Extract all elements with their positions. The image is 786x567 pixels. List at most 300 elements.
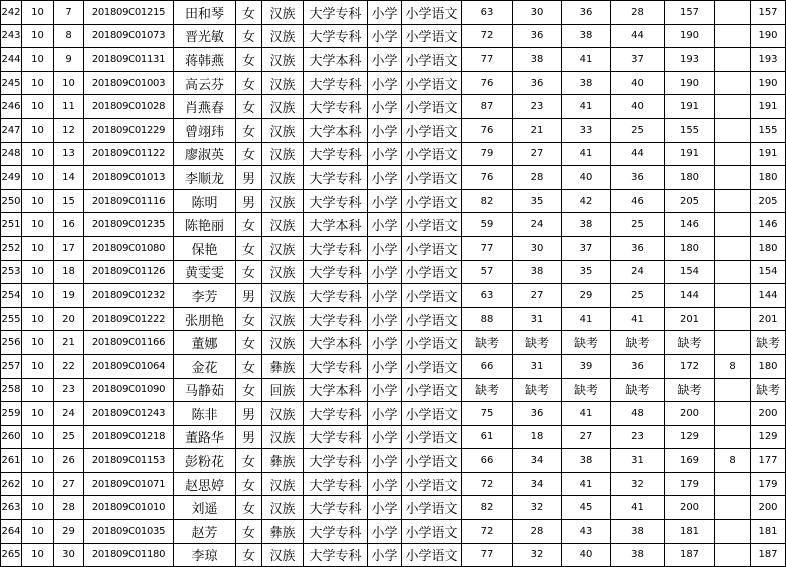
score-1-cell: 66 [462, 449, 513, 473]
school-level-cell: 小学 [368, 402, 402, 426]
room-cell: 10 [22, 307, 54, 331]
subject-cell: 小学语文 [402, 95, 462, 119]
seat-cell: 13 [54, 142, 84, 166]
table-row [1, 118, 786, 142]
subtotal-cell: 190 [665, 24, 715, 48]
ethnicity-cell: 汉族 [262, 543, 304, 567]
score-2-cell: 27 [513, 284, 562, 308]
score-2-cell: 30 [513, 236, 562, 260]
seat-cell: 24 [54, 402, 84, 426]
subtotal-cell: 200 [665, 496, 715, 520]
subtotal-cell: 129 [665, 425, 715, 449]
ethnicity-cell: 汉族 [262, 166, 304, 190]
bonus-points-cell [715, 402, 751, 426]
row-number-cell: 259 [1, 402, 22, 426]
score-2-cell: 31 [513, 307, 562, 331]
education-cell: 大学专科 [304, 1, 368, 25]
subject-cell: 小学语文 [402, 520, 462, 544]
score-4-cell: 44 [611, 24, 665, 48]
total-cell: 179 [751, 472, 786, 496]
gender-cell: 女 [236, 71, 262, 95]
score-1-cell: 72 [462, 24, 513, 48]
row-number-cell: 254 [1, 284, 22, 308]
room-cell: 10 [22, 213, 54, 237]
row-number-cell: 258 [1, 378, 22, 402]
score-3-cell: 41 [562, 48, 611, 72]
school-level-cell: 小学 [368, 520, 402, 544]
education-cell: 大学专科 [304, 472, 368, 496]
exam-id-cell: 201809C01003 [84, 71, 174, 95]
bonus-points-cell [715, 24, 751, 48]
score-3-cell: 29 [562, 284, 611, 308]
subject-cell: 小学语文 [402, 543, 462, 567]
gender-cell: 女 [236, 260, 262, 284]
table-row [1, 378, 786, 402]
table-row [1, 189, 786, 213]
subtotal-cell: 146 [665, 213, 715, 237]
row-number-cell: 252 [1, 236, 22, 260]
total-cell: 144 [751, 284, 786, 308]
seat-cell: 10 [54, 71, 84, 95]
score-4-cell: 36 [611, 354, 665, 378]
subject-cell: 小学语文 [402, 166, 462, 190]
subtotal-cell: 179 [665, 472, 715, 496]
row-number-cell: 253 [1, 260, 22, 284]
gender-cell: 女 [236, 543, 262, 567]
name-cell: 张朋艳 [174, 307, 236, 331]
room-cell: 10 [22, 425, 54, 449]
score-3-cell: 缺考 [562, 378, 611, 402]
subtotal-cell: 169 [665, 449, 715, 473]
name-cell: 曾翊玮 [174, 118, 236, 142]
score-4-cell: 25 [611, 118, 665, 142]
ethnicity-cell: 汉族 [262, 260, 304, 284]
score-4-cell: 40 [611, 95, 665, 119]
row-number-cell: 257 [1, 354, 22, 378]
score-3-cell: 38 [562, 213, 611, 237]
score-2-cell: 35 [513, 189, 562, 213]
total-cell: 187 [751, 543, 786, 567]
score-1-cell: 缺考 [462, 378, 513, 402]
gender-cell: 女 [236, 520, 262, 544]
score-2-cell: 缺考 [513, 378, 562, 402]
total-cell: 180 [751, 236, 786, 260]
education-cell: 大学专科 [304, 284, 368, 308]
total-cell: 193 [751, 48, 786, 72]
education-cell: 大学本科 [304, 213, 368, 237]
school-level-cell: 小学 [368, 118, 402, 142]
subtotal-cell: 172 [665, 354, 715, 378]
room-cell: 10 [22, 520, 54, 544]
school-level-cell: 小学 [368, 166, 402, 190]
education-cell: 大学专科 [304, 543, 368, 567]
ethnicity-cell: 汉族 [262, 189, 304, 213]
row-number-cell: 264 [1, 520, 22, 544]
seat-cell: 7 [54, 1, 84, 25]
education-cell: 大学专科 [304, 71, 368, 95]
subtotal-cell: 187 [665, 543, 715, 567]
subject-cell: 小学语文 [402, 425, 462, 449]
education-cell: 大学专科 [304, 425, 368, 449]
total-cell: 155 [751, 118, 786, 142]
ethnicity-cell: 汉族 [262, 307, 304, 331]
name-cell: 李顺龙 [174, 166, 236, 190]
subject-cell: 小学语文 [402, 213, 462, 237]
school-level-cell: 小学 [368, 48, 402, 72]
school-level-cell: 小学 [368, 354, 402, 378]
table-row [1, 354, 786, 378]
room-cell: 10 [22, 449, 54, 473]
gender-cell: 女 [236, 307, 262, 331]
bonus-points-cell [715, 425, 751, 449]
education-cell: 大学专科 [304, 520, 368, 544]
seat-cell: 21 [54, 331, 84, 355]
subject-cell: 小学语文 [402, 24, 462, 48]
exam-id-cell: 201809C01064 [84, 354, 174, 378]
room-cell: 10 [22, 236, 54, 260]
score-2-cell: 36 [513, 71, 562, 95]
row-number-cell: 245 [1, 71, 22, 95]
exam-id-cell: 201809C01229 [84, 118, 174, 142]
exam-id-cell: 201809C01131 [84, 48, 174, 72]
score-1-cell: 77 [462, 236, 513, 260]
subject-cell: 小学语文 [402, 354, 462, 378]
row-number-cell: 246 [1, 95, 22, 119]
table-row [1, 213, 786, 237]
subject-cell: 小学语文 [402, 48, 462, 72]
score-2-cell: 30 [513, 1, 562, 25]
bonus-points-cell [715, 166, 751, 190]
ethnicity-cell: 汉族 [262, 142, 304, 166]
name-cell: 李琼 [174, 543, 236, 567]
score-1-cell: 77 [462, 48, 513, 72]
table-row [1, 449, 786, 473]
score-3-cell: 41 [562, 95, 611, 119]
bonus-points-cell [715, 331, 751, 355]
score-4-cell: 缺考 [611, 331, 665, 355]
score-2-cell: 32 [513, 543, 562, 567]
education-cell: 大学专科 [304, 354, 368, 378]
exam-id-cell: 201809C01232 [84, 284, 174, 308]
total-cell: 180 [751, 354, 786, 378]
table-row [1, 496, 786, 520]
table-row [1, 71, 786, 95]
score-4-cell: 40 [611, 71, 665, 95]
total-cell: 200 [751, 496, 786, 520]
row-number-cell: 247 [1, 118, 22, 142]
room-cell: 10 [22, 354, 54, 378]
bonus-points-cell [715, 236, 751, 260]
room-cell: 10 [22, 24, 54, 48]
seat-cell: 19 [54, 284, 84, 308]
subject-cell: 小学语文 [402, 472, 462, 496]
score-4-cell: 36 [611, 166, 665, 190]
total-cell: 191 [751, 95, 786, 119]
score-2-cell: 38 [513, 260, 562, 284]
subtotal-cell: 193 [665, 48, 715, 72]
exam-id-cell: 201809C01180 [84, 543, 174, 567]
score-3-cell: 41 [562, 142, 611, 166]
row-number-cell: 261 [1, 449, 22, 473]
table-row [1, 331, 786, 355]
score-4-cell: 24 [611, 260, 665, 284]
ethnicity-cell: 汉族 [262, 118, 304, 142]
score-4-cell: 38 [611, 520, 665, 544]
score-2-cell: 38 [513, 48, 562, 72]
bonus-points-cell: 8 [715, 354, 751, 378]
ethnicity-cell: 汉族 [262, 402, 304, 426]
seat-cell: 26 [54, 449, 84, 473]
gender-cell: 女 [236, 236, 262, 260]
gender-cell: 女 [236, 24, 262, 48]
ethnicity-cell: 汉族 [262, 284, 304, 308]
score-2-cell: 24 [513, 213, 562, 237]
row-number-cell: 242 [1, 1, 22, 25]
exam-id-cell: 201809C01013 [84, 166, 174, 190]
room-cell: 10 [22, 402, 54, 426]
score-1-cell: 76 [462, 71, 513, 95]
education-cell: 大学专科 [304, 95, 368, 119]
exam-id-cell: 201809C01028 [84, 95, 174, 119]
exam-id-cell: 201809C01035 [84, 520, 174, 544]
score-4-cell: 25 [611, 213, 665, 237]
subtotal-cell: 205 [665, 189, 715, 213]
gender-cell: 女 [236, 118, 262, 142]
table-row [1, 95, 786, 119]
seat-cell: 30 [54, 543, 84, 567]
education-cell: 大学专科 [304, 402, 368, 426]
score-4-cell: 41 [611, 307, 665, 331]
score-3-cell: 27 [562, 425, 611, 449]
score-4-cell: 36 [611, 236, 665, 260]
school-level-cell: 小学 [368, 189, 402, 213]
school-level-cell: 小学 [368, 496, 402, 520]
score-3-cell: 38 [562, 24, 611, 48]
score-1-cell: 82 [462, 496, 513, 520]
room-cell: 10 [22, 189, 54, 213]
school-level-cell: 小学 [368, 260, 402, 284]
row-number-cell: 262 [1, 472, 22, 496]
name-cell: 高云芬 [174, 71, 236, 95]
score-2-cell: 36 [513, 402, 562, 426]
score-2-cell: 36 [513, 24, 562, 48]
seat-cell: 8 [54, 24, 84, 48]
school-level-cell: 小学 [368, 425, 402, 449]
education-cell: 大学本科 [304, 378, 368, 402]
subject-cell: 小学语文 [402, 378, 462, 402]
gender-cell: 女 [236, 472, 262, 496]
score-2-cell: 28 [513, 520, 562, 544]
school-level-cell: 小学 [368, 472, 402, 496]
total-cell: 190 [751, 24, 786, 48]
exam-id-cell: 201809C01243 [84, 402, 174, 426]
total-cell: 129 [751, 425, 786, 449]
score-3-cell: 41 [562, 402, 611, 426]
seat-cell: 22 [54, 354, 84, 378]
bonus-points-cell [715, 189, 751, 213]
exam-id-cell: 201809C01215 [84, 1, 174, 25]
total-cell: 200 [751, 402, 786, 426]
row-number-cell: 265 [1, 543, 22, 567]
score-3-cell: 33 [562, 118, 611, 142]
table-row [1, 260, 786, 284]
bonus-points-cell [715, 307, 751, 331]
table-row [1, 543, 786, 567]
name-cell: 赵思婷 [174, 472, 236, 496]
score-1-cell: 63 [462, 1, 513, 25]
seat-cell: 29 [54, 520, 84, 544]
education-cell: 大学专科 [304, 24, 368, 48]
subtotal-cell: 155 [665, 118, 715, 142]
total-cell: 146 [751, 213, 786, 237]
exam-id-cell: 201809C01126 [84, 260, 174, 284]
ethnicity-cell: 汉族 [262, 496, 304, 520]
room-cell: 10 [22, 95, 54, 119]
ethnicity-cell: 汉族 [262, 472, 304, 496]
name-cell: 刘遥 [174, 496, 236, 520]
ethnicity-cell: 彝族 [262, 520, 304, 544]
subtotal-cell: 181 [665, 520, 715, 544]
score-1-cell: 87 [462, 95, 513, 119]
row-number-cell: 244 [1, 48, 22, 72]
score-1-cell: 61 [462, 425, 513, 449]
ethnicity-cell: 彝族 [262, 449, 304, 473]
subtotal-cell: 191 [665, 95, 715, 119]
room-cell: 10 [22, 496, 54, 520]
room-cell: 10 [22, 1, 54, 25]
name-cell: 马静茹 [174, 378, 236, 402]
score-3-cell: 42 [562, 189, 611, 213]
row-number-cell: 243 [1, 24, 22, 48]
exam-id-cell: 201809C01122 [84, 142, 174, 166]
bonus-points-cell [715, 95, 751, 119]
total-cell: 缺考 [751, 331, 786, 355]
seat-cell: 16 [54, 213, 84, 237]
school-level-cell: 小学 [368, 449, 402, 473]
room-cell: 10 [22, 71, 54, 95]
total-cell: 191 [751, 142, 786, 166]
seat-cell: 20 [54, 307, 84, 331]
table-row [1, 472, 786, 496]
score-4-cell: 32 [611, 472, 665, 496]
table-row [1, 48, 786, 72]
gender-cell: 女 [236, 142, 262, 166]
room-cell: 10 [22, 378, 54, 402]
gender-cell: 女 [236, 1, 262, 25]
education-cell: 大学专科 [304, 307, 368, 331]
score-2-cell: 21 [513, 118, 562, 142]
table-row [1, 24, 786, 48]
name-cell: 赵芳 [174, 520, 236, 544]
subject-cell: 小学语文 [402, 1, 462, 25]
score-4-cell: 38 [611, 543, 665, 567]
education-cell: 大学专科 [304, 166, 368, 190]
education-cell: 大学专科 [304, 142, 368, 166]
room-cell: 10 [22, 260, 54, 284]
exam-id-cell: 201809C01080 [84, 236, 174, 260]
school-level-cell: 小学 [368, 213, 402, 237]
name-cell: 保艳 [174, 236, 236, 260]
score-1-cell: 59 [462, 213, 513, 237]
school-level-cell: 小学 [368, 24, 402, 48]
ethnicity-cell: 彝族 [262, 354, 304, 378]
ethnicity-cell: 汉族 [262, 331, 304, 355]
score-4-cell: 25 [611, 284, 665, 308]
exam-id-cell: 201809C01235 [84, 213, 174, 237]
education-cell: 大学专科 [304, 189, 368, 213]
school-level-cell: 小学 [368, 1, 402, 25]
score-3-cell: 40 [562, 543, 611, 567]
score-4-cell: 41 [611, 496, 665, 520]
school-level-cell: 小学 [368, 95, 402, 119]
score-3-cell: 35 [562, 260, 611, 284]
education-cell: 大学专科 [304, 260, 368, 284]
gender-cell: 女 [236, 48, 262, 72]
school-level-cell: 小学 [368, 331, 402, 355]
subtotal-cell: 缺考 [665, 331, 715, 355]
seat-cell: 28 [54, 496, 84, 520]
score-2-cell: 18 [513, 425, 562, 449]
school-level-cell: 小学 [368, 236, 402, 260]
score-4-cell: 28 [611, 1, 665, 25]
exam-id-cell: 201809C01116 [84, 189, 174, 213]
subtotal-cell: 缺考 [665, 378, 715, 402]
ethnicity-cell: 汉族 [262, 1, 304, 25]
total-cell: 180 [751, 166, 786, 190]
ethnicity-cell: 汉族 [262, 95, 304, 119]
score-1-cell: 88 [462, 307, 513, 331]
name-cell: 晋光敏 [174, 24, 236, 48]
subject-cell: 小学语文 [402, 118, 462, 142]
total-cell: 201 [751, 307, 786, 331]
name-cell: 彭粉花 [174, 449, 236, 473]
score-3-cell: 39 [562, 354, 611, 378]
name-cell: 陈非 [174, 402, 236, 426]
gender-cell: 男 [236, 189, 262, 213]
ethnicity-cell: 汉族 [262, 425, 304, 449]
seat-cell: 25 [54, 425, 84, 449]
seat-cell: 15 [54, 189, 84, 213]
subject-cell: 小学语文 [402, 496, 462, 520]
ethnicity-cell: 回族 [262, 378, 304, 402]
bonus-points-cell [715, 284, 751, 308]
room-cell: 10 [22, 48, 54, 72]
bonus-points-cell: 8 [715, 449, 751, 473]
subtotal-cell: 180 [665, 236, 715, 260]
score-3-cell: 43 [562, 520, 611, 544]
score-1-cell: 72 [462, 520, 513, 544]
score-3-cell: 缺考 [562, 331, 611, 355]
total-cell: 205 [751, 189, 786, 213]
seat-cell: 27 [54, 472, 84, 496]
exam-id-cell: 201809C01010 [84, 496, 174, 520]
score-1-cell: 72 [462, 472, 513, 496]
exam-id-cell: 201809C01073 [84, 24, 174, 48]
table-row [1, 1, 786, 25]
subtotal-cell: 180 [665, 166, 715, 190]
exam-id-cell: 201809C01090 [84, 378, 174, 402]
score-1-cell: 76 [462, 118, 513, 142]
room-cell: 10 [22, 166, 54, 190]
gender-cell: 女 [236, 496, 262, 520]
bonus-points-cell [715, 496, 751, 520]
subtotal-cell: 154 [665, 260, 715, 284]
row-number-cell: 256 [1, 331, 22, 355]
score-2-cell: 28 [513, 166, 562, 190]
bonus-points-cell [715, 71, 751, 95]
row-number-cell: 255 [1, 307, 22, 331]
score-1-cell: 76 [462, 166, 513, 190]
